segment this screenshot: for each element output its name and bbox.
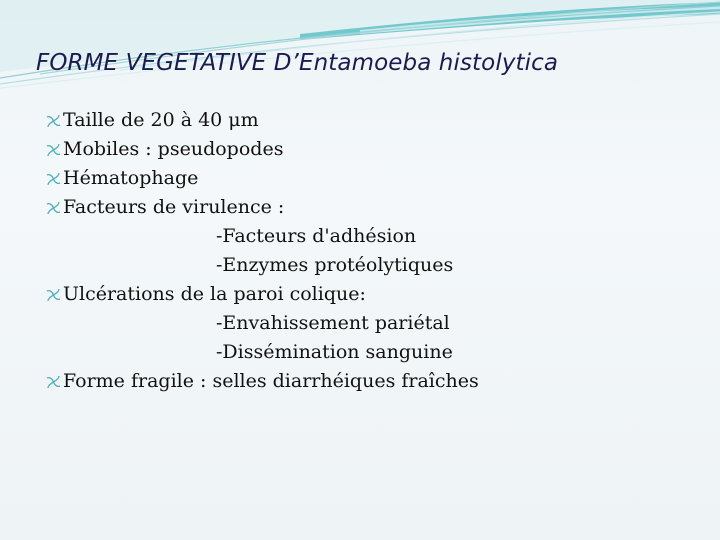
pinwheel-bullet-icon <box>46 288 61 302</box>
pinwheel-bullet-icon <box>46 201 61 215</box>
bullet-item <box>46 193 706 222</box>
bullet-text: Hématophage <box>63 167 199 189</box>
bullet-text: Mobiles : pseudopodes <box>63 138 284 160</box>
bullet-text: -Enzymes protéolytiques <box>216 254 454 276</box>
bullet-text: -Envahissement pariétal <box>216 312 450 334</box>
sub-bullet-item <box>46 222 706 251</box>
bullet-item <box>46 106 706 135</box>
slide-title: FORME VEGETATIVE D’Entamoeba histolytica <box>36 50 559 76</box>
bullet-item <box>46 280 706 309</box>
header-swoosh-decoration <box>0 0 720 90</box>
sub-bullet-item <box>46 309 706 338</box>
sub-bullet-item <box>46 251 706 280</box>
bullet-text: Taille de 20 à 40 μm <box>63 109 259 131</box>
bullet-text: Ulcérations de la paroi colique: <box>63 283 366 305</box>
bullet-item <box>46 135 706 164</box>
bullet-list <box>46 106 706 396</box>
bullet-text: Facteurs de virulence : <box>63 196 285 218</box>
bullet-item <box>46 164 706 193</box>
bullet-text: Forme fragile : selles diarrhéiques fraîches <box>63 370 479 392</box>
pinwheel-bullet-icon <box>46 143 61 157</box>
bullet-item <box>46 367 706 396</box>
bullet-text: -Facteurs d'adhésion <box>216 225 417 247</box>
pinwheel-bullet-icon <box>46 172 61 186</box>
sub-bullet-item <box>46 338 706 367</box>
pinwheel-bullet-icon <box>46 114 61 128</box>
pinwheel-bullet-icon <box>46 375 61 389</box>
bullet-text: -Dissémination sanguine <box>216 341 453 363</box>
